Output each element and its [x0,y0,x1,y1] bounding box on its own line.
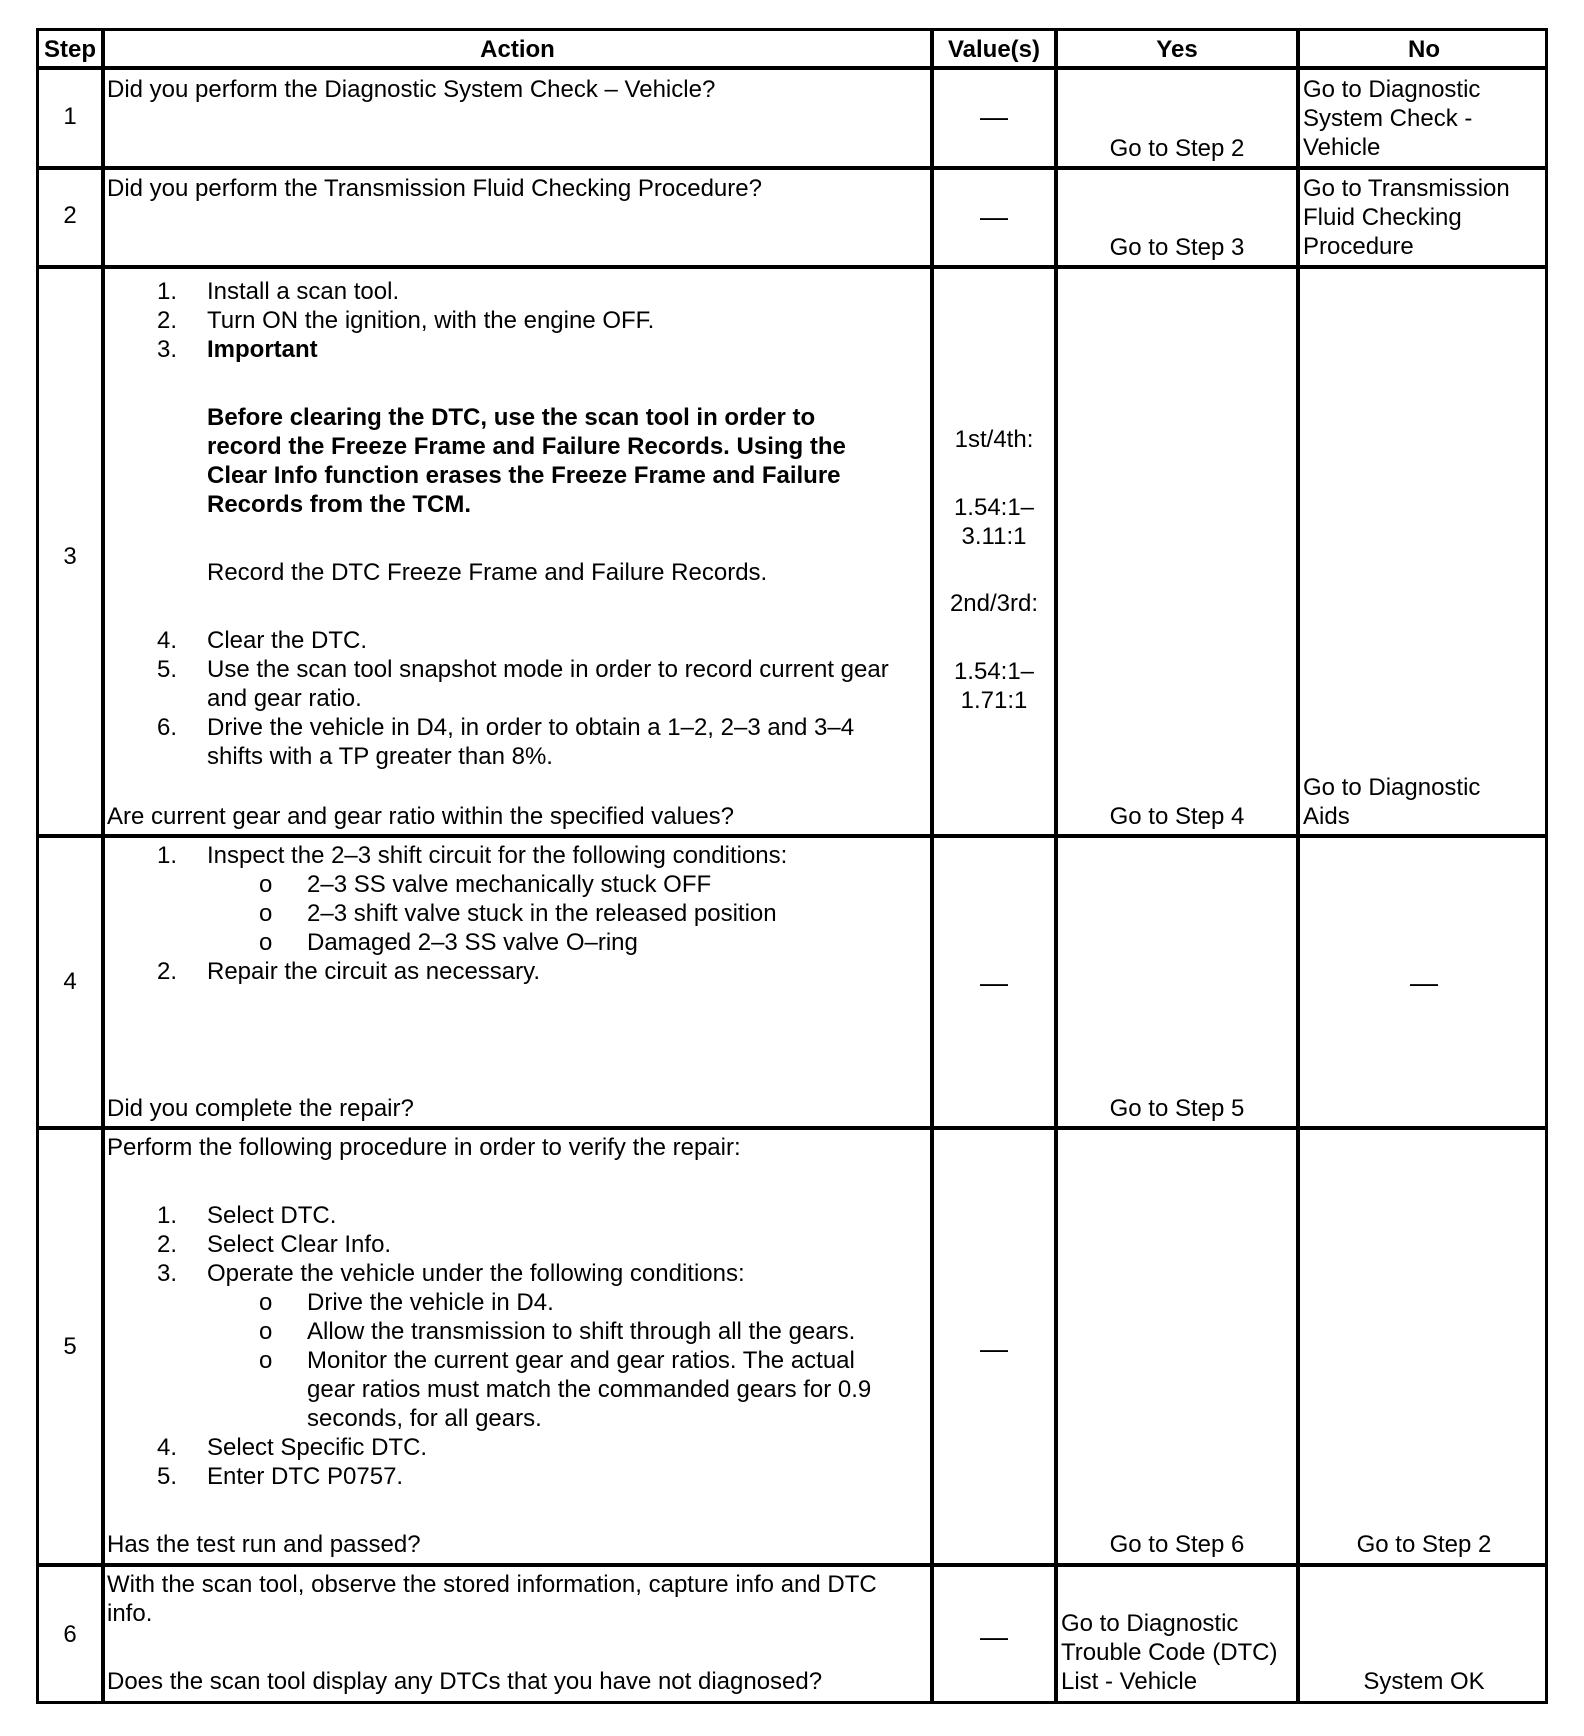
step-number: 1 [63,103,77,130]
step-number: 6 [63,1621,77,1648]
bullet-item: 2–3 SS valve mechanically stuck OFF [307,871,712,898]
list-number: 1. [157,1202,178,1229]
list-number: 1. [157,278,178,305]
bullet-icon: o [259,871,273,898]
column-divider [930,31,934,1701]
column-divider [1054,31,1058,1701]
list-item: Operate the vehicle under the following conditions: [207,1260,745,1287]
list-item: Enter DTC P0757. [207,1463,404,1490]
no-link[interactable]: Go to Step 2 [1356,1531,1492,1558]
no-link[interactable]: System Check - [1303,105,1473,132]
list-item: Install a scan tool. [207,278,400,305]
row-divider [39,265,1545,269]
yes-link[interactable]: Go to Step 3 [1109,234,1245,261]
list-number: 1. [157,842,178,869]
bullet-item: Drive the vehicle in D4. [307,1289,554,1316]
list-number: 4. [157,1434,178,1461]
important-text: Before clearing the DTC, use the scan tool in order to [207,404,816,431]
diagnostic-table [36,28,1548,1704]
bullet-icon: o [259,900,273,927]
action-text: With the scan tool, observe the stored information, capture info and DTC [107,1571,877,1598]
list-item: Drive the vehicle in D4, in order to obtain a 1–2, 2–3 and 3–4 [207,714,855,741]
value-text: — [980,101,1008,132]
list-item: Repair the circuit as necessary. [207,958,541,985]
value-text: 1.54:1– [953,494,1035,521]
list-item: Select Specific DTC. [207,1434,428,1461]
bullet-icon: o [259,1318,273,1345]
header-yes: Yes [1156,36,1198,63]
action-text: info. [107,1600,153,1627]
list-number: 4. [157,627,178,654]
yes-link[interactable]: Go to Step 2 [1109,135,1245,162]
bullet-item: seconds, for all gears. [307,1405,542,1432]
no-link[interactable]: Go to Diagnostic [1303,774,1481,801]
list-item: Clear the DTC. [207,627,368,654]
question-text: Has the test run and passed? [107,1531,421,1558]
row-divider [39,834,1545,838]
important-text: Records from the TCM. [207,491,472,518]
no-value: System OK [1363,1668,1485,1695]
list-number: 2. [157,307,178,334]
bullet-icon: o [259,929,273,956]
yes-link[interactable]: Go to Step 6 [1109,1531,1245,1558]
value-text: — [980,201,1008,232]
row-divider [39,1126,1545,1130]
no-link[interactable]: Fluid Checking [1303,204,1462,231]
value-text: — [980,1333,1008,1364]
bullet-item: 2–3 shift valve stuck in the released position [307,900,777,927]
value-text: 1st/4th: [954,426,1034,453]
row-divider [39,166,1545,170]
value-text: 3.11:1 [961,523,1027,550]
list-number: 3. [157,336,178,363]
step-number: 2 [63,202,77,229]
list-number: 5. [157,1463,178,1490]
question-text: Are current gear and gear ratio within the specified values? [107,803,735,830]
no-link[interactable]: Go to Transmission [1303,175,1510,202]
list-item: Turn ON the ignition, with the engine OFF. [207,307,655,334]
no-link[interactable]: Go to Diagnostic [1303,76,1481,103]
header-step: Step [43,36,96,63]
column-divider [101,31,105,1701]
list-item: Inspect the 2–3 shift circuit for the following conditions: [207,842,788,869]
yes-link[interactable]: Trouble Code (DTC) [1061,1639,1278,1666]
list-item: Record the DTC Freeze Frame and Failure Records. [207,559,768,586]
row-divider [39,66,1545,70]
important-heading: Important [207,336,318,363]
step-number: 4 [63,968,77,995]
value-text: — [980,1621,1008,1652]
step-number: 3 [63,543,77,570]
row-divider [39,1563,1545,1567]
list-number: 6. [157,714,178,741]
yes-link[interactable]: Go to Step 4 [1109,803,1245,830]
value-text: 2nd/3rd: [949,590,1039,617]
column-divider [1296,31,1300,1701]
list-item: Select DTC. [207,1202,337,1229]
question-text: Did you complete the repair? [107,1095,414,1122]
no-link[interactable]: Vehicle [1303,134,1381,161]
list-item: and gear ratio. [207,685,362,712]
action-text: Did you perform the Diagnostic System Check – Vehicle? [107,76,716,103]
header-action: Action [480,36,555,63]
header-values: Value(s) [947,36,1041,63]
no-link[interactable]: Aids [1303,803,1350,830]
step-number: 5 [63,1333,77,1360]
bullet-icon: o [259,1347,273,1374]
list-number: 2. [157,1231,178,1258]
list-item: Select Clear Info. [207,1231,392,1258]
list-item: Use the scan tool snapshot mode in order to record current gear [207,656,889,683]
bullet-item: gear ratios must match the commanded gears for 0.9 [307,1376,872,1403]
list-number: 2. [157,958,178,985]
action-text: Did you perform the Transmission Fluid Checking Procedure? [107,175,762,202]
no-value: — [1410,967,1438,998]
bullet-icon: o [259,1289,273,1316]
value-text: 1.71:1 [960,687,1028,714]
value-text: 1.54:1– [953,658,1035,685]
value-text: — [980,967,1008,998]
question-text: Does the scan tool display any DTCs that you have not diagnosed? [107,1668,823,1695]
no-link[interactable]: Procedure [1303,233,1414,260]
yes-link[interactable]: Go to Step 5 [1109,1095,1245,1122]
important-text: record the Freeze Frame and Failure Records. Using the [207,433,846,460]
intro-text: Perform the following procedure in order to verify the repair: [107,1134,741,1161]
yes-link[interactable]: Go to Diagnostic [1061,1610,1239,1637]
bullet-item: Damaged 2–3 SS valve O–ring [307,929,638,956]
header-no: No [1408,36,1440,63]
bullet-item: Monitor the current gear and gear ratios. The actual [307,1347,855,1374]
list-number: 3. [157,1260,178,1287]
list-item: shifts with a TP greater than 8%. [207,743,553,770]
bullet-item: Allow the transmission to shift through all the gears. [307,1318,856,1345]
yes-link[interactable]: List - Vehicle [1061,1668,1198,1695]
list-number: 5. [157,656,178,683]
important-text: Clear Info function erases the Freeze Frame and Failure [207,462,841,489]
